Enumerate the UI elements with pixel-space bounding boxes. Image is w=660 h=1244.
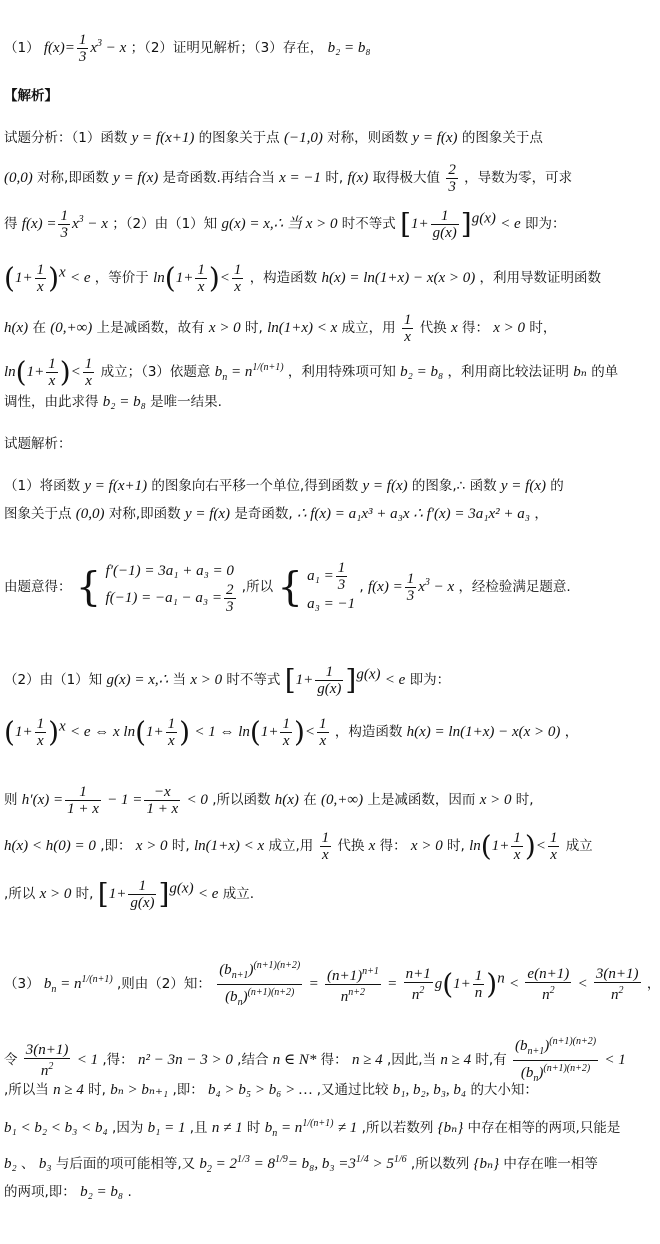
analysis-line-4: (1+ $\frac{1}{x}$ )$^x$ < e ，等价于 ln(1+ $\frac{1}{x}$ )< $\frac{1}{x}$ ，构造函数 h(x) = ln(1+x) − x(x > 0) ，利用导数证明函数 — [4, 261, 602, 295]
analysis-line-6: ln(1+ $\frac{1}{x}$ )< $\frac{1}{x}$ 成立；（3）依题意 $b_n = n^{1/(n+1)}$ ，利用特殊项可知 b₂ = b₈ ，利用商比较法证明 bₙ 的单 — [4, 355, 619, 389]
solution-line-8: ,所以 x > 0 时, [1+ $\frac{1}{g(x)}$ ]$^{g(x)}$ < e 成立. — [4, 877, 254, 911]
solution-line-12: b₁ < b₂ < b₃ < b₄ ,因为 b₁ = 1 ,且 n ≠ 1 时 $b_n = n^{1/(n+1)} \ne 1$ ,所以若数列 {bₙ} 中存在相等的两项,只能是 — [4, 1118, 621, 1139]
answer-line — [4, 32, 371, 65]
analysis-line-7: 调性，由此求得 b₂ = b₈ 是唯一结果. — [4, 394, 222, 410]
answer-f-def: f(x)= — [43, 40, 75, 56]
analysis-heading: 【解析】 — [4, 88, 58, 104]
analysis-line-3: 得 f(x) = $\frac{1}{3}$ $x^3 - x$ ；（2）由（1）知 g(x) = x,∴ 当 x > 0 时不等式 [1+ $\frac{1}{g(x)}$ ]$^{g(x)}$ < e 即为： — [4, 207, 566, 241]
analysis-line-1: 试题分析：（1）函数 y = f(x+1) 的图象关于点 (−1,0) 对称，则函数 y = f(x) 的图象关于点 — [4, 130, 543, 146]
answer-part1: （1） — [4, 40, 40, 56]
analysis-line-2: (0,0) 对称,即函数 y = f(x) 是奇函数.再结合当 x = −1 时, f(x) 取得极大值 $\frac{2}{3}$ ，导数为零，可求 — [4, 162, 573, 195]
solution-line-14: 的两项,即： b₂ = b₈ . — [4, 1184, 132, 1200]
solution-heading: 试题解析： — [4, 436, 72, 452]
solution-line-13: b₂ 、 b₃ 与后面的项可能相等,又 $b_2 = 2^{1/3} = 8^{1/9}= b_8$, $b_3 =3^{1/4} > 5^{1/6}$ ,所以数列 {bₙ} 中存在唯一相等 — [4, 1154, 598, 1175]
solution-line-2: 图象关于点 (0,0) 对称,即函数 y = f(x) 是奇函数, ∴ f(x) = a₁x³ + a₃x ∴ f′(x) = 3a₁x² + a₃ ， — [4, 506, 548, 522]
solution-line-3: 由题意得： { f′(−1) = 3a₁ + a₃ = 0 f(−1) = −a₁ − a₃ = $\frac{2}{3}$ ,所以 { a₁ = $\frac{1}{3}$ a₃ = −1 , f(x) = $\frac{1}{3}$ $x^3 - x$ ，经检验满足题意. — [4, 560, 571, 615]
answer-sep: ；（2）证明见解析；（3）存在， — [130, 40, 324, 56]
solution-line-1: （1）将函数 y = f(x+1) 的图象向右平移一个单位,得到函数 y = f(x) 的图象,∴ 函数 y = f(x) 的 — [4, 478, 564, 494]
fraction-one-third: $\frac{1}{3}$ — [78, 32, 87, 65]
answer-b-eq: b₂ = b₈ — [327, 40, 371, 56]
solution-line-10: 令 $\frac{3(n+1)}{n^2}$ < 1 ,得： n² − 3n − 3 > 0 ,结合 n ∈ N* 得： n ≥ 4 ,因此,当 n ≥ 4 时,有 $\frac{(b_{n+1})^{(n+1)(n+2)}}{(b_n)^{(n+1)(n+2)}}$ < 1 — [4, 1036, 626, 1084]
solution-line-7: h(x) < h(0) = 0 ,即： x > 0 时, ln(1+x) < x 成立,用 $\frac{1}{x}$ 代换 x 得： x > 0 时, ln(1+ $\frac{1}{x}$ )< $\frac{1}{x}$ 成立 — [4, 829, 593, 863]
solution-line-4: （2）由（1）知 g(x) = x,∴ 当 x > 0 时不等式 [1+ $\frac{1}{g(x)}$ ]$^{g(x)}$ < e 即为： — [4, 663, 451, 697]
solution-line-11: ,所以当 n ≥ 4 时, bₙ > bₙ₊₁ ,即： b₄ > b₅ > b₆ > … ,又通过比较 b₁, b₂, b₃, b₄ 的大小知： — [4, 1082, 538, 1098]
solution-line-6: 则 h′(x) = $\frac{1}{1 + x}$ − 1 = $\frac{-x}{1 + x}$ < 0 ,所以函数 h(x) 在 (0,+∞) 上是减函数，因而 x > 0 时, — [4, 784, 534, 817]
answer-poly: $x^3 - x$ — [90, 38, 127, 56]
analysis-line-5: h(x) 在 (0,+∞) 上是减函数，故有 x > 0 时, ln(1+x) < x 成立，用 $\frac{1}{x}$ 代换 x 得： x > 0 时， — [4, 312, 557, 345]
solution-line-9: （3） $b_n = n^{1/(n+1)}$ ,则由（2）知： $\frac{(b_{n+1})^{(n+1)(n+2)}}{(b_n)^{(n+1)(n+2)}}$ = $\frac{(n+1)^{n+1}}{n^{n+2}}$ = $\frac{n+1}{n^2}$ g(1+ $\frac{1}{n}$ )$^n$ < $\frac{e(n+1)}{n^2}$ < $\frac{3(n+1)}{n^2}$ ， — [4, 960, 660, 1008]
fraction-two-thirds: $\frac{2}{3}$ — [448, 162, 456, 195]
solution-line-5: (1+ $\frac{1}{x}$ )$^x$ < e ⇔ x ln(1+ $\frac{1}{x}$ ) < 1 ⇔ ln(1+ $\frac{1}{x}$ )< $\frac{1}{x}$ ，构造函数 h(x) = ln(1+x) − x(x > 0) ， — [4, 715, 579, 749]
